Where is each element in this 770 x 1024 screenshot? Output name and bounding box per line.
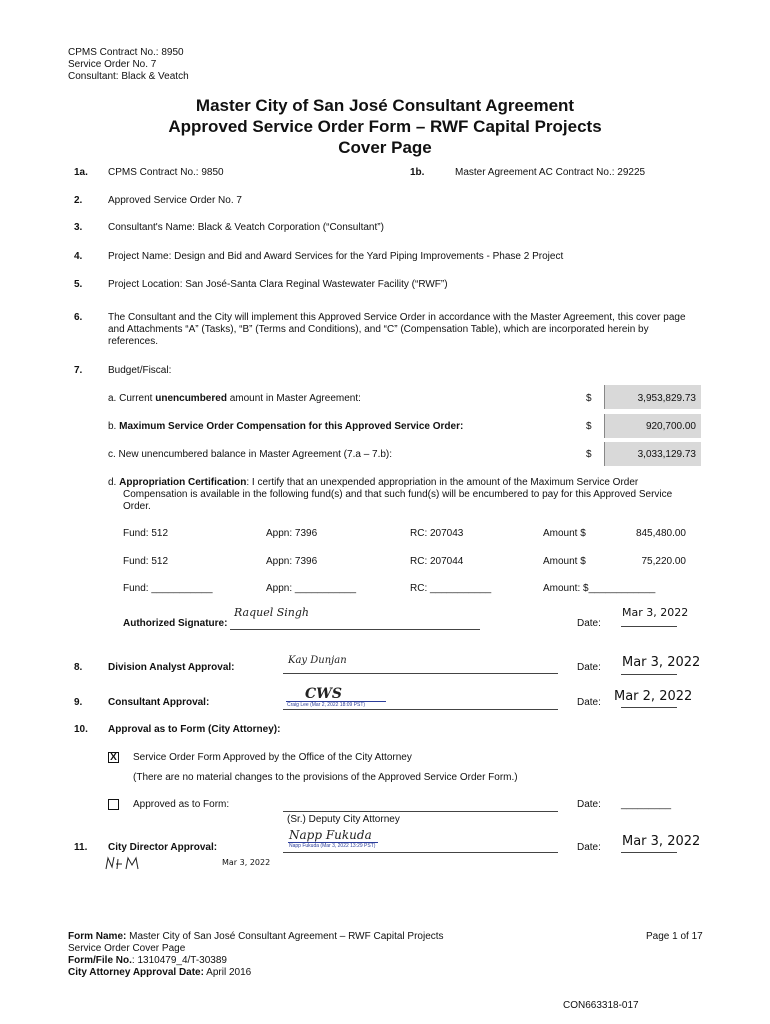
item-10-date-label: Date: xyxy=(577,799,601,810)
item-9-date: Mar 2, 2022 xyxy=(614,689,693,704)
footer-attorney-value: April 2016 xyxy=(203,967,252,978)
item-11-number: 11. xyxy=(74,842,88,853)
header-contract-no: CPMS Contract No.: 8950 xyxy=(68,47,184,58)
item-10-date-blank: _________ xyxy=(621,799,672,810)
authorized-signature: Raquel Singh xyxy=(234,606,310,619)
item-5-number: 5. xyxy=(74,279,83,290)
fund-3-rc: RC: ___________ xyxy=(410,583,492,594)
item-4-number: 4. xyxy=(74,251,83,262)
item-2-text: Approved Service Order No. 7 xyxy=(108,195,242,206)
budget-d-bold: Appropriation Certification xyxy=(119,477,247,488)
budget-b-bold: Maximum Service Order Compensation for this Approved Service Order: xyxy=(119,421,464,432)
budget-b-label xyxy=(108,421,463,432)
item-5-text: Project Location: San José-Santa Clara Reginal Wastewater Facility (“RWF”) xyxy=(108,279,448,290)
item-11-date: Mar 3, 2022 xyxy=(622,834,701,849)
budget-b-dollar: $ xyxy=(586,421,592,432)
attorney-signature-line xyxy=(283,811,558,812)
item-9-date-label: Date: xyxy=(577,697,601,708)
footer-file-value: : 1310479_4/T-30389 xyxy=(131,955,227,966)
authorized-date-label: Date: xyxy=(577,618,601,629)
budget-a-suffix: amount in Master Agreement: xyxy=(226,393,361,404)
item-6-line1: The Consultant and the City will implement this Approved Service Order in accordance with the Master Agreement, this cover page xyxy=(108,312,686,323)
fund-3-appn: Appn: ___________ xyxy=(266,583,357,594)
item-9-signature-line xyxy=(283,709,558,710)
budget-d-prefix: d. xyxy=(108,477,120,488)
item-9-signature-stamp: Craig Lee (Mar 2, 2022 18:09 PST) xyxy=(287,702,366,708)
deputy-city-attorney-label: (Sr.) Deputy City Attorney xyxy=(287,814,400,825)
item-11-initials-date: Mar 3, 2022 xyxy=(222,858,271,867)
budget-d-line3: Order. xyxy=(123,501,151,512)
item-11-signature-stamp: Napp Fukuda (Mar 3, 2022 13:29 PST) xyxy=(289,843,376,849)
item-9-label: Consultant Approval: xyxy=(108,697,210,708)
budget-c-dollar: $ xyxy=(586,449,592,460)
item-3-value: : Black & Veatch Corporation (“Consultant”) xyxy=(192,222,384,233)
footer-file-no xyxy=(68,955,227,966)
item-1b-text: Master Agreement AC Contract No.: 29225 xyxy=(455,167,646,178)
footer-form-name-label: Form Name: xyxy=(68,931,127,942)
item-8-signature-line xyxy=(283,673,558,674)
page-title-line1: Master City of San José Consultant Agreement xyxy=(195,96,575,115)
fund-2-amount: 75,220.00 xyxy=(641,556,686,567)
budget-c-value: 3,033,129.73 xyxy=(637,449,696,460)
footer-form-name xyxy=(68,931,444,942)
footer-attorney-date xyxy=(68,967,251,978)
item-3-label: Consultant's Name xyxy=(108,222,193,233)
item-8-date-line xyxy=(621,674,677,675)
header-consultant: Consultant: Black & Veatch xyxy=(68,71,189,82)
budget-d-line1 xyxy=(108,477,638,488)
fund-3-fund: Fund: ___________ xyxy=(123,583,213,594)
fund-2-amount-label: Amount $ xyxy=(543,556,586,567)
fund-3-amount-label: Amount: $____________ xyxy=(543,583,656,594)
item-8-signature: Kay Dunjan xyxy=(288,655,347,666)
item-10-label: Approval as to Form (City Attorney): xyxy=(108,724,281,735)
item-11-signature: Napp Fukuda xyxy=(289,828,372,842)
fund-1-amount-label: Amount $ xyxy=(543,528,586,539)
fund-1-fund: Fund: 512 xyxy=(123,528,169,539)
budget-b-prefix: b. xyxy=(108,421,120,432)
authorized-signature-label: Authorized Signature: xyxy=(123,618,228,629)
item-3-text xyxy=(108,222,384,233)
header-service-order: Service Order No. 7 xyxy=(68,59,157,70)
item-8-number: 8. xyxy=(74,662,83,673)
fund-1-amount: 845,480.00 xyxy=(635,528,686,539)
fund-2-fund: Fund: 512 xyxy=(123,556,169,567)
authorized-signature-line xyxy=(230,629,480,630)
fund-1-appn: Appn: 7396 xyxy=(266,528,318,539)
item-1a-text: CPMS Contract No.: 9850 xyxy=(108,167,224,178)
item-1a-number: 1a. xyxy=(74,167,88,178)
item-11-label: City Director Approval: xyxy=(108,842,218,853)
item-1b-number: 1b. xyxy=(410,167,425,178)
authorized-date-line xyxy=(621,626,677,627)
approved-as-to-form-text: Approved as to Form: xyxy=(133,799,230,810)
item-9-number: 9. xyxy=(74,697,83,708)
budget-c-label: c. New unencumbered balance in Master Agreement (7.a – 7.b): xyxy=(108,449,393,460)
footer-form-line2: Service Order Cover Page xyxy=(68,943,186,954)
budget-a-prefix: a. Current xyxy=(108,393,156,404)
item-7-text: Budget/Fiscal: xyxy=(108,365,172,376)
footer-attorney-label: City Attorney Approval Date: xyxy=(68,967,204,978)
item-4-text: Project Name: Design and Bid and Award Services for the Yard Piping Improvements - Phase 2 Project xyxy=(108,251,564,262)
item-10-number: 10. xyxy=(74,724,88,735)
initials-mark-icon xyxy=(104,855,144,871)
item-3-number: 3. xyxy=(74,222,83,233)
budget-a-label xyxy=(108,393,361,404)
budget-a-bold: unencumbered xyxy=(155,393,227,404)
budget-d-line2: Compensation is available in the following fund(s) and that such fund(s) will be encumbered to pay for this Approved Service xyxy=(123,489,673,500)
footer-file-label: Form/File No. xyxy=(68,955,132,966)
footer-form-name-value: Master City of San José Consultant Agreement – RWF Capital Projects xyxy=(126,931,444,942)
attorney-note: (There are no material changes to the provisions of the Approved Service Order Form.) xyxy=(133,772,518,783)
item-8-label: Division Analyst Approval: xyxy=(108,662,235,673)
footer-page-number: Page 1 of 17 xyxy=(646,931,703,942)
item-8-date-label: Date: xyxy=(577,662,601,673)
page-title-line3: Cover Page xyxy=(338,138,432,157)
budget-a-dollar: $ xyxy=(586,393,592,404)
item-11-signature-line xyxy=(283,852,558,853)
item-6-number: 6. xyxy=(74,312,83,323)
budget-b-value: 920,700.00 xyxy=(645,421,696,432)
authorized-date: Mar 3, 2022 xyxy=(622,606,689,619)
approved-as-to-form-checkbox[interactable] xyxy=(108,799,119,810)
budget-d-text: : I certify that an unexpended appropriation in the amount of the Maximum Service Order xyxy=(246,477,639,488)
item-6-line3: references. xyxy=(108,336,159,347)
item-9-date-line xyxy=(621,707,677,708)
fund-2-rc: RC: 207044 xyxy=(410,556,464,567)
item-7-number: 7. xyxy=(74,365,83,376)
item-9-signature: CWS xyxy=(305,686,342,702)
page-title-line2: Approved Service Order Form – RWF Capital Projects xyxy=(168,117,602,136)
item-6-line2: and Attachments “A” (Tasks), “B” (Terms and Conditions), and “C” (Compensation Table), which are incorporated herein by xyxy=(108,324,649,335)
item-11-date-line xyxy=(621,852,677,853)
item-11-date-label: Date: xyxy=(577,842,601,853)
footer-document-id: CON663318-017 xyxy=(563,1000,639,1011)
attorney-approved-text: Service Order Form Approved by the Office of the City Attorney xyxy=(133,752,412,763)
item-8-date: Mar 3, 2022 xyxy=(622,655,701,670)
attorney-approved-checkbox[interactable]: X xyxy=(108,752,119,763)
item-2-number: 2. xyxy=(74,195,83,206)
fund-2-appn: Appn: 7396 xyxy=(266,556,318,567)
fund-1-rc: RC: 207043 xyxy=(410,528,464,539)
budget-a-value: 3,953,829.73 xyxy=(637,393,696,404)
